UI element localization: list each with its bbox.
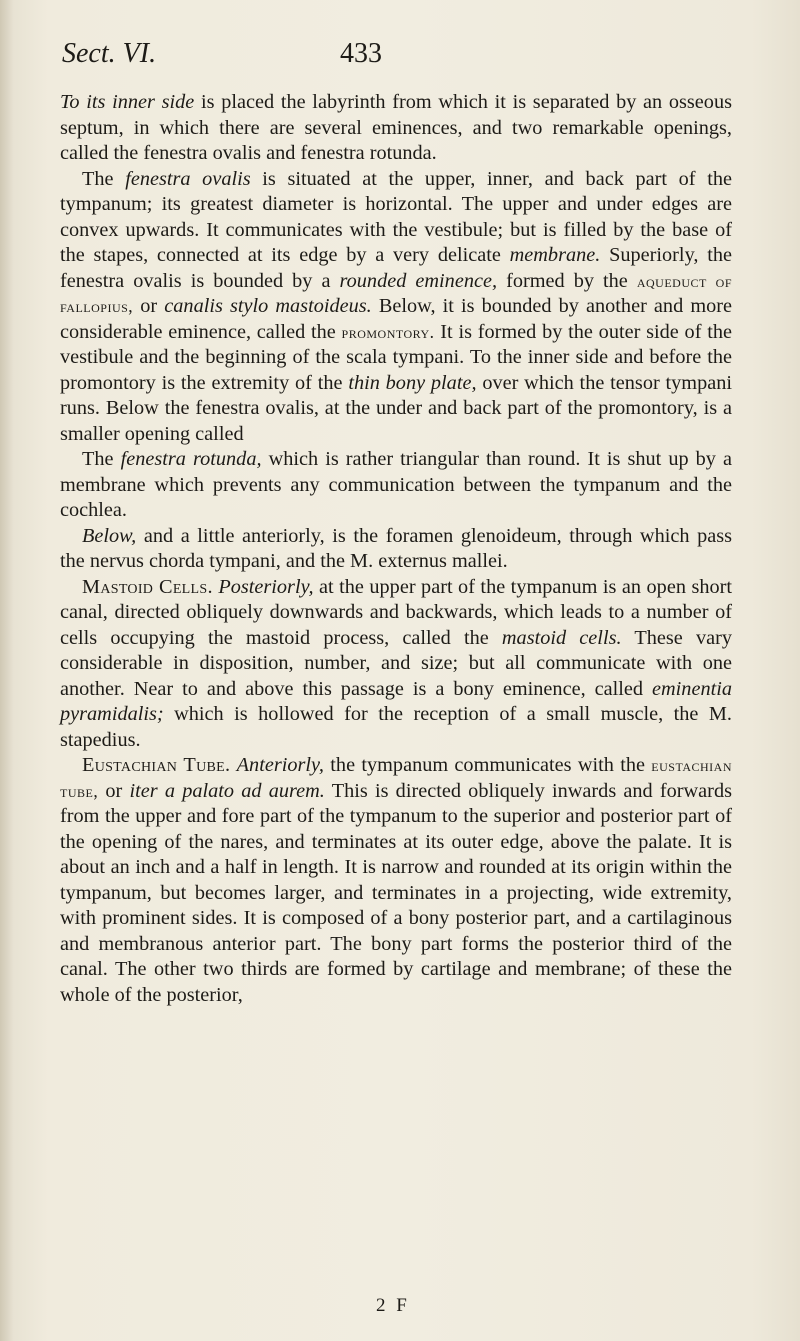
- italic-term: rounded eminence,: [339, 269, 498, 292]
- lead-phrase: fenestra ovalis: [125, 167, 251, 190]
- paragraph-text: is placed the labyrinth from which it is separated by an osseous septum, in which there are several eminences, and two remarkable openings, called the fenestra ovalis and fenestra rotunda.: [60, 91, 732, 164]
- paragraph-text: is situated at the upper, inner, and back part of the tympanum; its greatest diameter is horizontal. The upper and under edges are convex upwards. It communicates with the vestibule; but is filled by the base of the stapes, connected at its edge by a very delicate: [60, 167, 732, 266]
- paragraph-text: formed by the: [497, 269, 637, 292]
- lead-phrase: To its inner side: [60, 91, 195, 113]
- paragraph-text: at the upper part of the tympanum is an open short canal, directed obliquely downwards and backwards, which leads to a number of cells occupying the mastoid process, called the: [60, 575, 733, 649]
- paragraph-text: and a little anteriorly, is the foramen glenoideum, through which pass the nervus chorda tympani, and the M. externus mallei.: [60, 524, 732, 572]
- lead-phrase: Posteriorly,: [218, 575, 314, 598]
- section-label: Sect. VI.: [62, 38, 157, 69]
- page-number: 433: [340, 38, 382, 69]
- italic-term: mastoid cells.: [501, 626, 622, 649]
- italic-term: iter a palato ad aurem.: [129, 779, 325, 802]
- page-gutter: [0, 0, 14, 1341]
- section-heading: Mastoid Cells.: [82, 575, 213, 598]
- small-caps-term: promontory.: [341, 321, 435, 342]
- paragraph-mastoid-cells: [60, 575, 732, 754]
- italic-term: eminentia pyramidalis;: [60, 677, 732, 725]
- paragraph-text: These vary considerable in disposition, number, and size; but all communicate with one another. Near to and above this passage is a bony eminence, called: [60, 626, 732, 700]
- paragraph-text: which is hollowed for the reception of a small muscle, the M. stapedius.: [60, 703, 732, 751]
- paragraph-inner-side: [60, 90, 732, 167]
- paragraph-text: The: [82, 167, 126, 190]
- small-caps-term: eustachian tube,: [60, 755, 732, 801]
- lead-phrase: Anteriorly,: [236, 754, 324, 776]
- paragraph-fenestra-ovalis: [60, 167, 732, 448]
- section-heading: Eustachian Tube.: [82, 754, 231, 776]
- signature-mark: 2 F: [376, 1295, 410, 1316]
- paragraph-text: Below, it is bounded by another and more considerable eminence, called the: [60, 295, 732, 343]
- paragraph-fenestra-rotunda: [60, 447, 732, 524]
- italic-term: canalis stylo mastoideus.: [164, 295, 372, 317]
- paragraph-text: or: [98, 779, 130, 802]
- paragraph-text: Superiorly, the fenestra ovalis is bounded by a: [60, 244, 732, 292]
- italic-term: thin bony plate,: [348, 371, 477, 394]
- paragraph-text: or: [133, 295, 165, 317]
- paragraph-eustachian-tube: [60, 753, 732, 1008]
- paragraph-text: over which the tensor tympani runs. Below the fenestra ovalis, at the under and back part of the promontory, is a smaller opening called: [60, 371, 732, 445]
- lead-phrase: fenestra rotunda,: [120, 448, 262, 470]
- body-text: [60, 90, 732, 1008]
- paragraph-text: It is formed by the outer side of the vestibule and the beginning of the scala tympani. To the inner side and before the promontory is the extremity of the: [60, 320, 733, 394]
- running-head: [50, 28, 750, 68]
- italic-term: membrane.: [509, 244, 601, 266]
- paragraph-text: the tympanum communicates with the: [324, 754, 652, 776]
- lead-phrase: Below,: [82, 524, 137, 547]
- paragraph-text: The: [82, 448, 121, 470]
- small-caps-term: aqueduct of fallopius,: [60, 270, 732, 316]
- paragraph-below: [60, 524, 732, 575]
- paragraph-text: This is directed obliquely inwards and forwards from the upper and fore part of the tympanum to the superior and posterior part of the opening of the nares, and terminates at its outer edge, above the palate. It is about an inch and a half in length. It is narrow and rounded at its origin within the tympanum, but becomes larger, and terminates in a projecting, wide extremity, with prominent sides. It is composed of a bony posterior part, and a cartilaginous and membranous anterior part. The bony part forms the posterior third of the canal. The other two thirds are formed by cartilage and membrane; of these the whole of the posterior,: [60, 779, 732, 1006]
- paragraph-text: which is rather triangular than round. It is shut up by a membrane which prevents any communication between the tympanum and the cochlea.: [60, 448, 732, 521]
